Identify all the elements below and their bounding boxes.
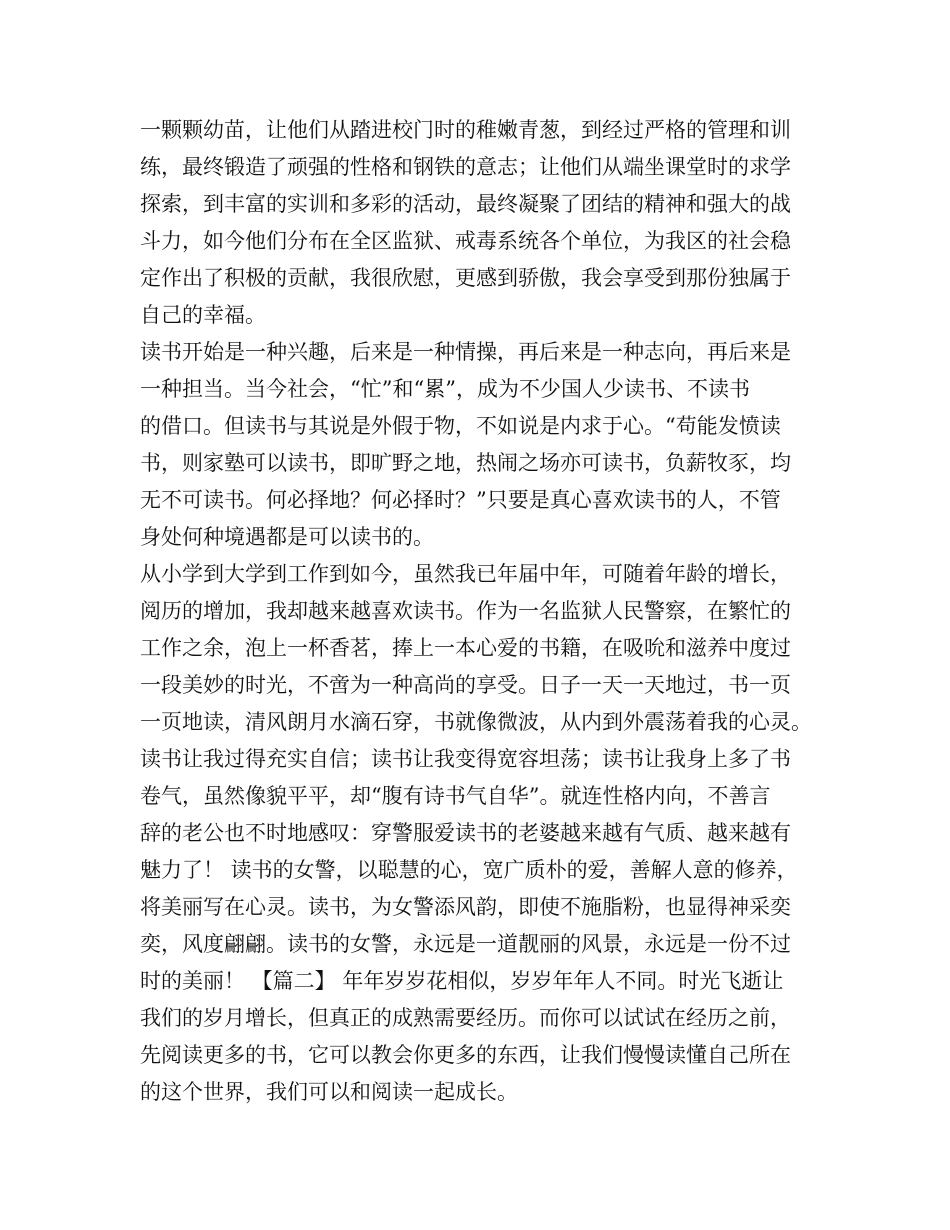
- text-line: 无不可读书。何必择地？何必择时？”只要是真心喜欢读书的人，不管: [140, 488, 781, 512]
- text-line: 一种担当。当今社会，“忙”和“累”，成为不少国人少读书、不读书: [140, 377, 750, 401]
- text-line: 自己的幸福。: [140, 303, 266, 327]
- text-line: 时的美丽！ 【篇二】 年年岁岁花相似，岁岁年年人不同。时光飞逝让: [140, 969, 784, 993]
- text-line: 阅历的增加，我却越来越喜欢读书。作为一名监狱人民警察，在繁忙的: [140, 599, 791, 623]
- text-line: 先阅读更多的书，它可以教会你更多的东西，让我们慢慢读懂自己所在: [140, 1043, 791, 1067]
- text-line: 练，最终锻造了顽强的性格和钢铁的意志；让他们从端坐课堂时的求学: [140, 155, 791, 179]
- text-line: 定作出了积极的贡献，我很欣慰，更感到骄傲，我会享受到那份独属于: [140, 266, 791, 290]
- text-line: 的借口。但读书与其说是外假于物，不如说是内求于心。“苟能发愤读: [140, 414, 781, 438]
- text-line: 读书让我过得充实自信；读书让我变得宽容坦荡；读书让我身上多了书: [140, 747, 791, 771]
- text-line: 书，则家塾可以读书，即旷野之地，热闹之场亦可读书，负薪牧豕，均: [140, 451, 791, 475]
- text-line: 我们的岁月增长，但真正的成熟需要经历。而你可以试试在经历之前，: [140, 1006, 791, 1030]
- text-line: 的这个世界，我们可以和阅读一起成长。: [140, 1080, 518, 1104]
- text-line: 工作之余，泡上一杯香茗，捧上一本心爱的书籍，在吸吮和滋养中度过: [140, 636, 791, 660]
- text-line: 探索，到丰富的实训和多彩的活动，最终凝聚了团结的精神和强大的战: [140, 192, 791, 216]
- document-body: [140, 112, 825, 1111]
- text-line: 身处何种境遇都是可以读书的。: [140, 525, 434, 549]
- text-line: 辞的老公也不时地感叹：穿警服爱读书的老婆越来越有气质、越来越有: [140, 821, 791, 845]
- text-line: 读书开始是一种兴趣，后来是一种情操，再后来是一种志向，再后来是: [140, 340, 791, 364]
- text-line: 卷气，虽然像貌平平，却“腹有诗书气自华”。就连性格内向，不善言: [140, 784, 771, 808]
- text-line: 将美丽写在心灵。读书，为女警添风韵，即使不施脂粉，也显得神采奕: [140, 895, 791, 919]
- text-line: 从小学到大学到工作到如今，虽然我已年届中年，可随着年龄的增长，: [140, 562, 791, 586]
- text-line: 斗力，如今他们分布在全区监狱、戒毒系统各个单位，为我区的社会稳: [140, 229, 791, 253]
- text-line: 一页地读，清风朗月水滴石穿，书就像微波，从内到外震荡着我的心灵。: [140, 710, 812, 734]
- text-line: 一颗颗幼苗，让他们从踏进校门时的稚嫩青葱，到经过严格的管理和训: [140, 118, 791, 142]
- text-line: 一段美妙的时光，不啻为一种高尚的享受。日子一天一天地过，书一页: [140, 673, 791, 697]
- text-line: 奕，风度翩翩。读书的女警，永远是一道靓丽的风景，永远是一份不过: [140, 932, 791, 956]
- text-line: 魅力了！ 读书的女警，以聪慧的心，宽广质朴的爱，善解人意的修养，: [140, 858, 798, 882]
